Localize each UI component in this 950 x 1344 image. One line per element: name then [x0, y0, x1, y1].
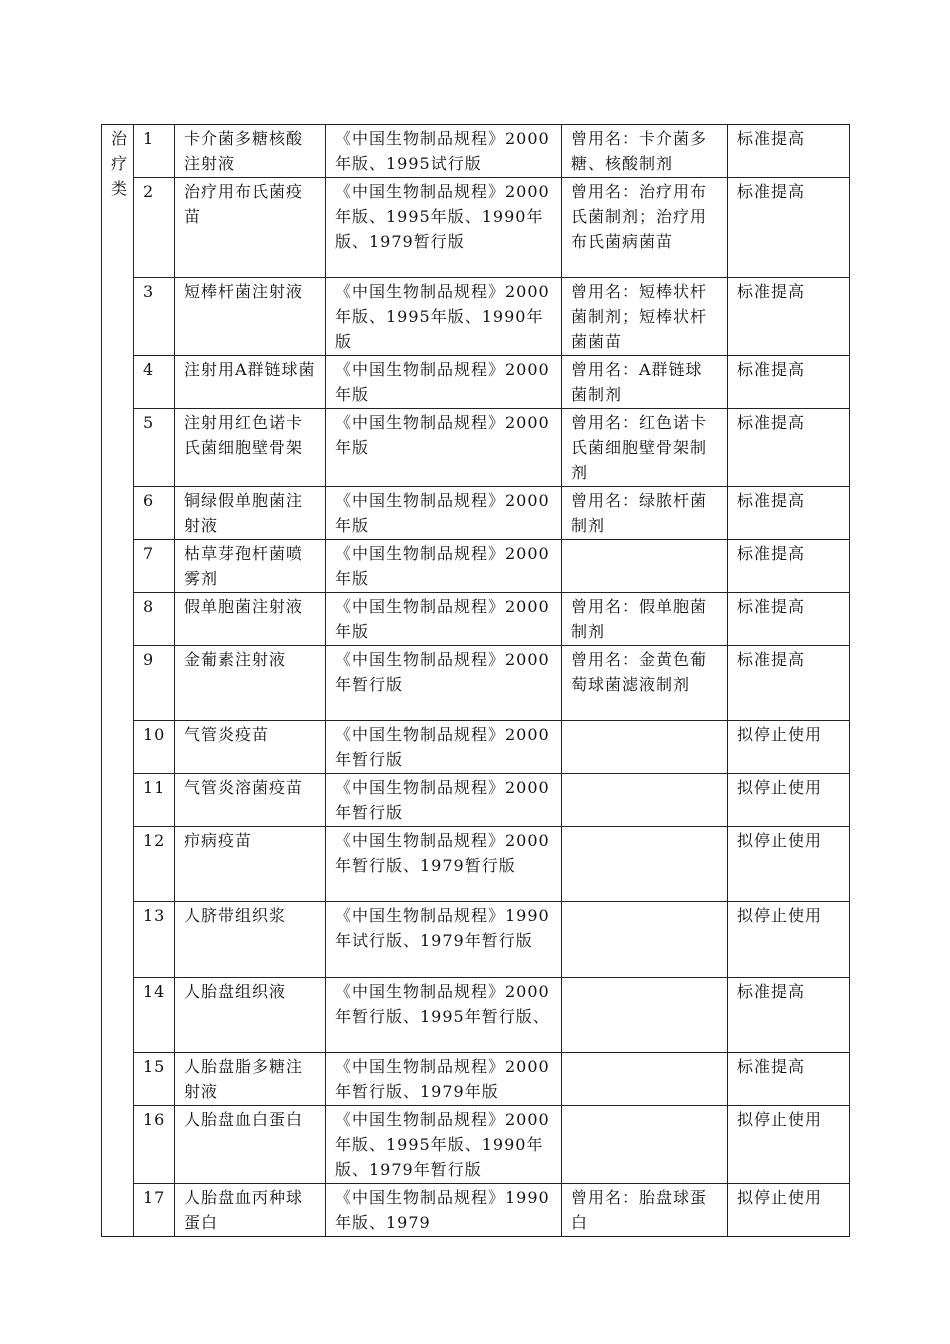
- former-name-note: [562, 540, 728, 593]
- status-text: 标准提高: [728, 278, 850, 356]
- table-row: [102, 593, 850, 646]
- table-row: [102, 774, 850, 827]
- category-char: 疗: [111, 154, 129, 173]
- status-text: 标准提高: [728, 593, 850, 646]
- product-name: 铜绿假单胞菌注射液: [175, 487, 326, 540]
- source-reference: 《中国生物制品规程》2000年版: [326, 487, 562, 540]
- former-name-note: [562, 721, 728, 774]
- former-name-note: 曾用名：胎盘球蛋白: [562, 1184, 728, 1237]
- table-row: [102, 540, 850, 593]
- product-name: 人胎盘血白蛋白: [175, 1106, 326, 1184]
- source-reference: 《中国生物制品规程》2000年版、1995年版、1990年版: [326, 278, 562, 356]
- table-row: [102, 721, 850, 774]
- table-row: [102, 125, 850, 178]
- former-name-note: 曾用名：卡介菌多糖、核酸制剂: [562, 125, 728, 178]
- former-name-note: 曾用名：短棒状杆菌制剂；短棒状杆菌菌苗: [562, 278, 728, 356]
- former-name-note: 曾用名：红色诺卡氏菌细胞壁骨架制剂: [562, 409, 728, 487]
- status-text: 标准提高: [728, 409, 850, 487]
- row-number: 13: [134, 902, 175, 978]
- row-number: 1: [134, 125, 175, 178]
- product-name: 注射用红色诺卡氏菌细胞壁骨架: [175, 409, 326, 487]
- source-reference: 《中国生物制品规程》2000年版、1995年版、1990年版、1979暂行版: [326, 178, 562, 278]
- source-reference: 《中国生物制品规程》2000年暂行版、1979暂行版: [326, 827, 562, 902]
- status-text: 拟停止使用: [728, 1184, 850, 1237]
- row-number: 11: [134, 774, 175, 827]
- product-name: 气管炎疫苗: [175, 721, 326, 774]
- table-row: [102, 646, 850, 721]
- former-name-note: [562, 774, 728, 827]
- row-number: 14: [134, 978, 175, 1053]
- former-name-note: 曾用名：绿脓杆菌制剂: [562, 487, 728, 540]
- status-text: 标准提高: [728, 356, 850, 409]
- table-row: [102, 1053, 850, 1106]
- product-name: 人胎盘血丙种球蛋白: [175, 1184, 326, 1237]
- product-name: 治疗用布氏菌疫苗: [175, 178, 326, 278]
- source-reference: 《中国生物制品规程》1990年试行版、1979年暂行版: [326, 902, 562, 978]
- status-text: 标准提高: [728, 540, 850, 593]
- former-name-note: [562, 827, 728, 902]
- source-reference: 《中国生物制品规程》2000年版: [326, 593, 562, 646]
- status-text: 标准提高: [728, 125, 850, 178]
- row-number: 7: [134, 540, 175, 593]
- product-name: 气管炎溶菌疫苗: [175, 774, 326, 827]
- former-name-note: [562, 978, 728, 1053]
- row-number: 16: [134, 1106, 175, 1184]
- table-row: [102, 356, 850, 409]
- status-text: 标准提高: [728, 487, 850, 540]
- table-row: [102, 978, 850, 1053]
- product-name: 短棒杆菌注射液: [175, 278, 326, 356]
- table-row: [102, 902, 850, 978]
- source-reference: 《中国生物制品规程》2000年暂行版、1979年版: [326, 1053, 562, 1106]
- table-row: [102, 487, 850, 540]
- product-name: 注射用A群链球菌: [175, 356, 326, 409]
- product-name: 金葡素注射液: [175, 646, 326, 721]
- table-row: [102, 1184, 850, 1237]
- product-name: 疖病疫苗: [175, 827, 326, 902]
- table-row: [102, 409, 850, 487]
- former-name-note: [562, 1106, 728, 1184]
- row-number: 15: [134, 1053, 175, 1106]
- status-text: 标准提高: [728, 978, 850, 1053]
- former-name-note: 曾用名：金黄色葡萄球菌滤液制剂: [562, 646, 728, 721]
- former-name-note: [562, 1053, 728, 1106]
- source-reference: 《中国生物制品规程》2000年暂行版、1995年暂行版、: [326, 978, 562, 1053]
- row-number: 10: [134, 721, 175, 774]
- table-row: [102, 178, 850, 278]
- former-name-note: 曾用名：A群链球菌制剂: [562, 356, 728, 409]
- product-name: 人胎盘组织液: [175, 978, 326, 1053]
- product-name: 枯草芽孢杆菌喷雾剂: [175, 540, 326, 593]
- product-name: 卡介菌多糖核酸注射液: [175, 125, 326, 178]
- status-text: 标准提高: [728, 1053, 850, 1106]
- status-text: 标准提高: [728, 178, 850, 278]
- source-reference: 《中国生物制品规程》2000年暂行版: [326, 646, 562, 721]
- row-number: 3: [134, 278, 175, 356]
- former-name-note: 曾用名：假单胞菌制剂: [562, 593, 728, 646]
- table-row: [102, 827, 850, 902]
- source-reference: 《中国生物制品规程》2000年版: [326, 356, 562, 409]
- source-reference: 《中国生物制品规程》1990年版、1979: [326, 1184, 562, 1237]
- product-name: 假单胞菌注射液: [175, 593, 326, 646]
- product-table: [101, 124, 850, 1237]
- row-number: 2: [134, 178, 175, 278]
- category-cell: [102, 125, 134, 1237]
- source-reference: 《中国生物制品规程》2000年版、1995年版、1990年版、1979年暂行版: [326, 1106, 562, 1184]
- table-body: [102, 125, 850, 1237]
- source-reference: 《中国生物制品规程》2000年暂行版: [326, 774, 562, 827]
- source-reference: 《中国生物制品规程》2000年版、1995试行版: [326, 125, 562, 178]
- source-reference: 《中国生物制品规程》2000年版: [326, 409, 562, 487]
- row-number: 9: [134, 646, 175, 721]
- status-text: 标准提高: [728, 646, 850, 721]
- row-number: 12: [134, 827, 175, 902]
- status-text: 拟停止使用: [728, 827, 850, 902]
- row-number: 6: [134, 487, 175, 540]
- former-name-note: 曾用名：治疗用布氏菌制剂；治疗用布氏菌病菌苗: [562, 178, 728, 278]
- row-number: 5: [134, 409, 175, 487]
- status-text: 拟停止使用: [728, 721, 850, 774]
- row-number: 8: [134, 593, 175, 646]
- product-name: 人脐带组织浆: [175, 902, 326, 978]
- status-text: 拟停止使用: [728, 902, 850, 978]
- status-text: 拟停止使用: [728, 1106, 850, 1184]
- former-name-note: [562, 902, 728, 978]
- row-number: 17: [134, 1184, 175, 1237]
- row-number: 4: [134, 356, 175, 409]
- status-text: 拟停止使用: [728, 774, 850, 827]
- table-row: [102, 278, 850, 356]
- source-reference: 《中国生物制品规程》2000年暂行版: [326, 721, 562, 774]
- category-char: 治: [111, 129, 129, 148]
- source-reference: 《中国生物制品规程》2000年版: [326, 540, 562, 593]
- product-name: 人胎盘脂多糖注射液: [175, 1053, 326, 1106]
- table-row: [102, 1106, 850, 1184]
- category-char: 类: [111, 179, 129, 198]
